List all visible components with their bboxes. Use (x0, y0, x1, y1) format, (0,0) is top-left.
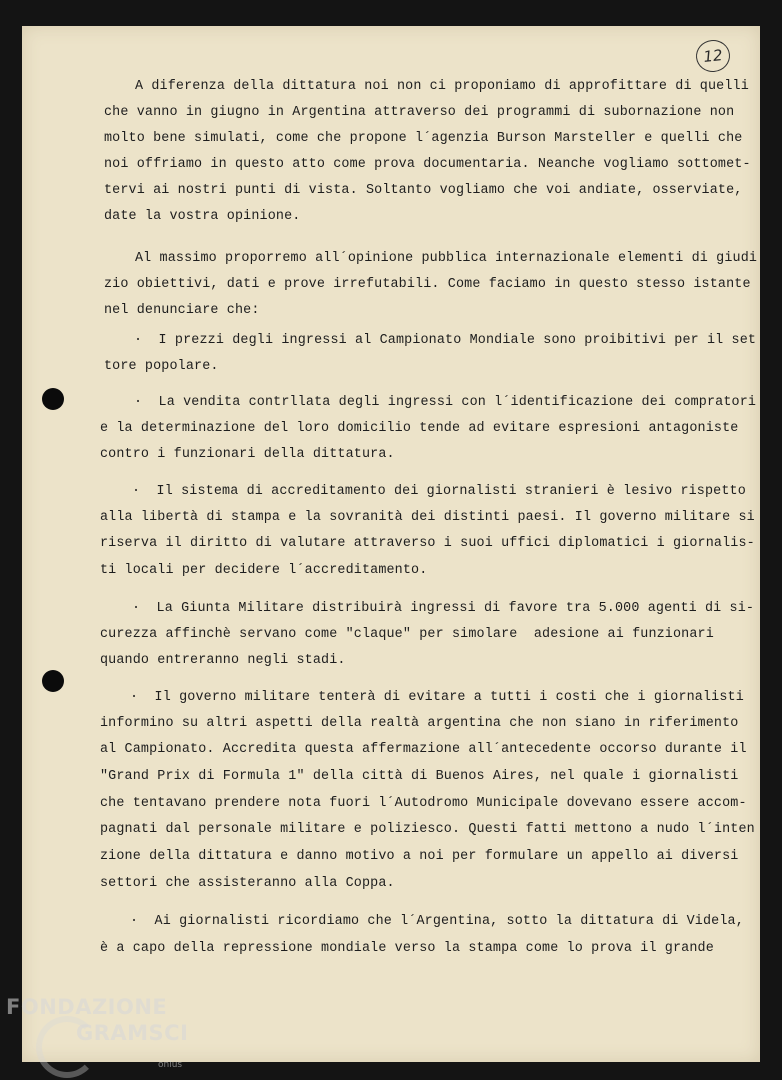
bullet-item: · Il sistema di accreditamento dei giornalisti stranieri è lesivo rispetto (132, 484, 746, 499)
text-line: noi offriamo in questo atto come prova documentaria. Neanche vogliamo sottomet- (104, 157, 751, 172)
bullet-item: · Ai giornalisti ricordiamo che l´Argentina, sotto la dittatura di Videla, (130, 914, 744, 929)
watermark-line-1: FONDAZIONE (6, 995, 168, 1019)
text-line: molto bene simulati, come che propone l´agenzia Burson Marsteller e quelli che (104, 131, 743, 146)
watermark-line-2: GRAMSCI (76, 1021, 189, 1045)
text-line: è a capo della repressione mondiale verso la stampa come lo prova il grande (100, 941, 714, 956)
page-number: 12 (694, 38, 731, 73)
text-line: pagnati dal personale militare e poliziesco. Questi fatti mettono a nudo l´inten (100, 822, 755, 837)
text-line: settori che assisteranno alla Coppa. (100, 876, 395, 891)
text-line: al Campionato. Accredita questa affermazione all´antecedente occorso durante il (100, 742, 747, 757)
text-line: date la vostra opinione. (104, 209, 301, 224)
text-line: curezza affinchè servano come "claque" per simolare adesione ai funzionari (100, 627, 714, 642)
text-line: quando entreranno negli stadi. (100, 653, 346, 668)
text-line: informino su altri aspetti della realtà argentina che non siano in riferimento (100, 716, 739, 731)
punch-hole-icon (42, 388, 64, 410)
text-line: contro i funzionari della dittatura. (100, 447, 395, 462)
text-line: e la determinazione del loro domicilio tende ad evitare espresioni antagoniste (100, 421, 739, 436)
text-line: zione della dittatura e danno motivo a noi per formulare un appello ai diversi (100, 849, 739, 864)
text-line: Al massimo proporremo all´opinione pubblica internazionale elementi di giudi (135, 251, 758, 266)
bullet-item: · Il governo militare tenterà di evitare a tutti i costi che i giornalisti (130, 690, 744, 705)
text-line: che vanno in giugno in Argentina attraverso dei programmi di subornazione non (104, 105, 735, 120)
text-line: tore popolare. (104, 359, 219, 374)
fondazione-gramsci-watermark (6, 994, 189, 1070)
watermark-line-3: onlus (158, 1060, 183, 1070)
bullet-item: · I prezzi degli ingressi al Campionato Mondiale sono proibitivi per il set (134, 333, 757, 348)
bullet-item: · La Giunta Militare distribuirà ingressi di favore tra 5.000 agenti di si- (132, 601, 755, 616)
text-line: "Grand Prix di Formula 1" della città di Buenos Aires, nel quale i giornalisti (100, 769, 739, 784)
text-line: nel denunciare che: (104, 303, 260, 318)
text-line: alla libertà di stampa e la sovranità dei distinti paesi. Il governo militare si (100, 510, 755, 525)
text-line: riserva il diritto di valutare attraverso i suoi uffici diplomatici i giornalis- (100, 536, 755, 551)
punch-hole-icon (42, 670, 64, 692)
text-line: che tentavano prendere nota fuori l´Autodromo Municipale dovevano essere accom- (100, 796, 747, 811)
text-line: ti locali per decidere l´accreditamento. (100, 563, 428, 578)
watermark-logo-icon (36, 1016, 98, 1078)
text-line: zio obiettivi, dati e prove irrefutabili. Come faciamo in questo stesso istante (104, 277, 751, 292)
text-line: A diferenza della dittatura noi non ci proponiamo di approfittare di quelli (135, 79, 749, 94)
bullet-item: · La vendita contrllata degli ingressi con l´identificazione dei compratori (134, 395, 757, 410)
text-line: tervi ai nostri punti di vista. Soltanto vogliamo che voi andiate, osserviate, (104, 183, 743, 198)
